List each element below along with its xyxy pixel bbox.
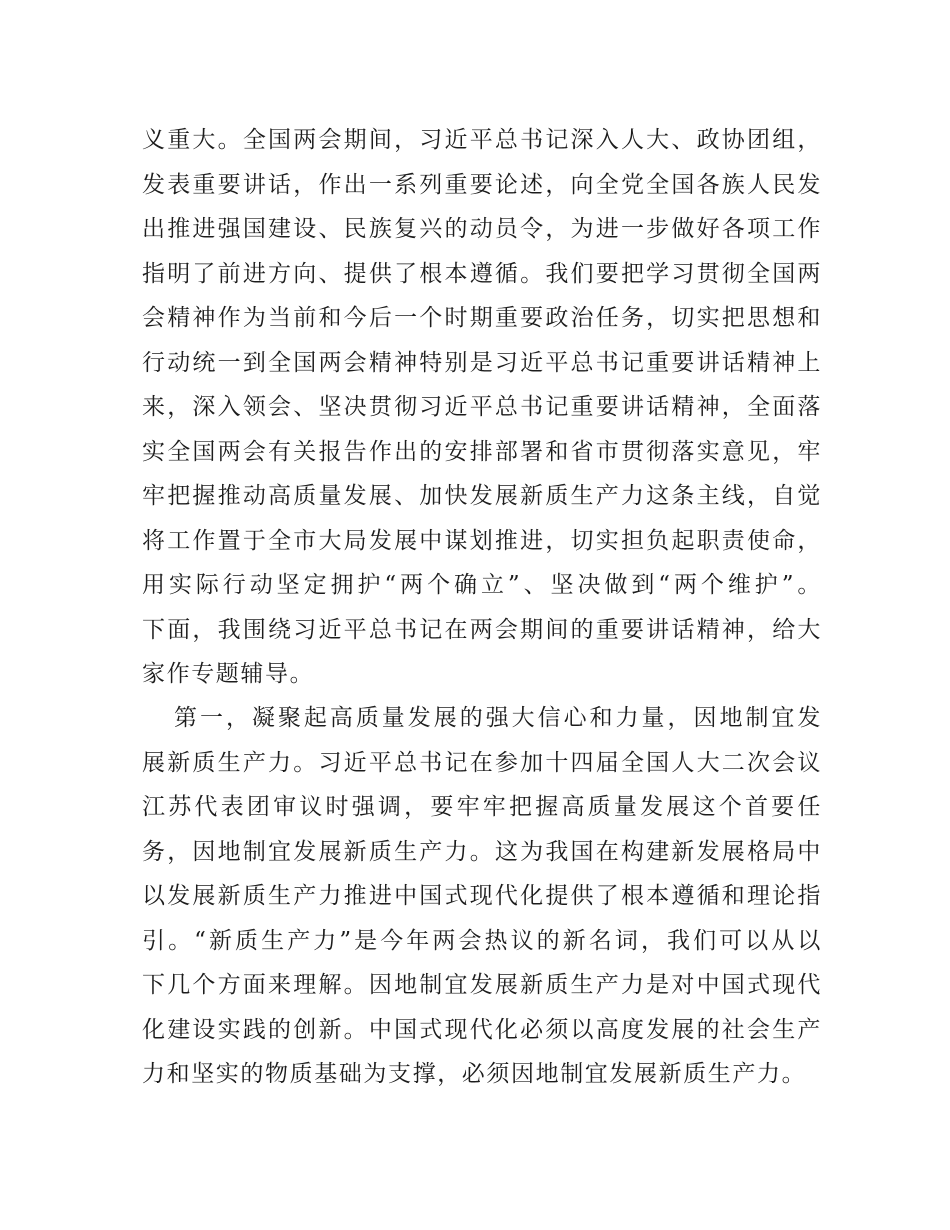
paragraph-1: [142, 118, 822, 697]
paragraph-2: [142, 696, 822, 1097]
paragraph-line: 来，深入领会、坚决贯彻习近平总书记重要讲话精神，全面落: [142, 394, 822, 420]
paragraph-line: 展新质生产力。习近平总书记在参加十四届全国人大二次会议: [142, 749, 822, 776]
paragraph-line: 务，因地制宜发展新质生产力。这为我国在构建新发展格局中: [142, 838, 822, 865]
paragraph-line: 家作专题辅导。: [142, 661, 315, 687]
paragraph-line: 实全国两会有关报告作出的安排部署和省市贯彻落实意见，牢: [142, 438, 822, 465]
paragraph-line: 引。“新质生产力”是今年两会热议的新名词，我们可以从以: [142, 927, 822, 954]
paragraph-line: 牢把握推动高质量发展、加快发展新质生产力这条主线，自觉: [142, 483, 822, 509]
paragraph-line: 行动统一到全国两会精神特别是习近平总书记重要讲话精神上: [142, 349, 822, 376]
paragraph-line: 会精神作为当前和今后一个时期重要政治任务，切实把思想和: [142, 305, 822, 331]
paragraph-line: 力和坚实的物质基础为支撑，必须因地制宜发展新质生产力。: [142, 1061, 807, 1087]
paragraph-line: 第一，凝聚起高质量发展的强大信心和力量，因地制宜发: [174, 705, 822, 731]
paragraph-line: 发表重要讲话，作出一系列重要论述，向全党全国各族人民发: [142, 171, 822, 198]
paragraph-line: 江苏代表团审议时强调，要牢牢把握高质量发展这个首要任: [142, 794, 822, 820]
paragraph-line: 义重大。全国两会期间，习近平总书记深入人大、政协团组，: [142, 127, 822, 153]
paragraph-line: 将工作置于全市大局发展中谋划推进，切实担负起职责使命，: [142, 527, 822, 554]
paragraph-line: 下几个方面来理解。因地制宜发展新质生产力是对中国式现代: [142, 972, 822, 998]
paragraph-line: 下面，我围绕习近平总书记在两会期间的重要讲话精神，给大: [142, 616, 822, 643]
paragraph-line: 出推进强国建设、民族复兴的动员令，为进一步做好各项工作: [142, 216, 822, 242]
paragraph-line: 用实际行动坚定拥护“两个确立”、坚决做到“两个维护”。: [142, 572, 822, 598]
paragraph-line: 化建设实践的创新。中国式现代化必须以高度发展的社会生产: [142, 1016, 822, 1043]
paragraph-line: 指明了前进方向、提供了根本遵循。我们要把学习贯彻全国两: [142, 260, 822, 287]
paragraph-line: 以发展新质生产力推进中国式现代化提供了根本遵循和理论指: [142, 883, 822, 909]
